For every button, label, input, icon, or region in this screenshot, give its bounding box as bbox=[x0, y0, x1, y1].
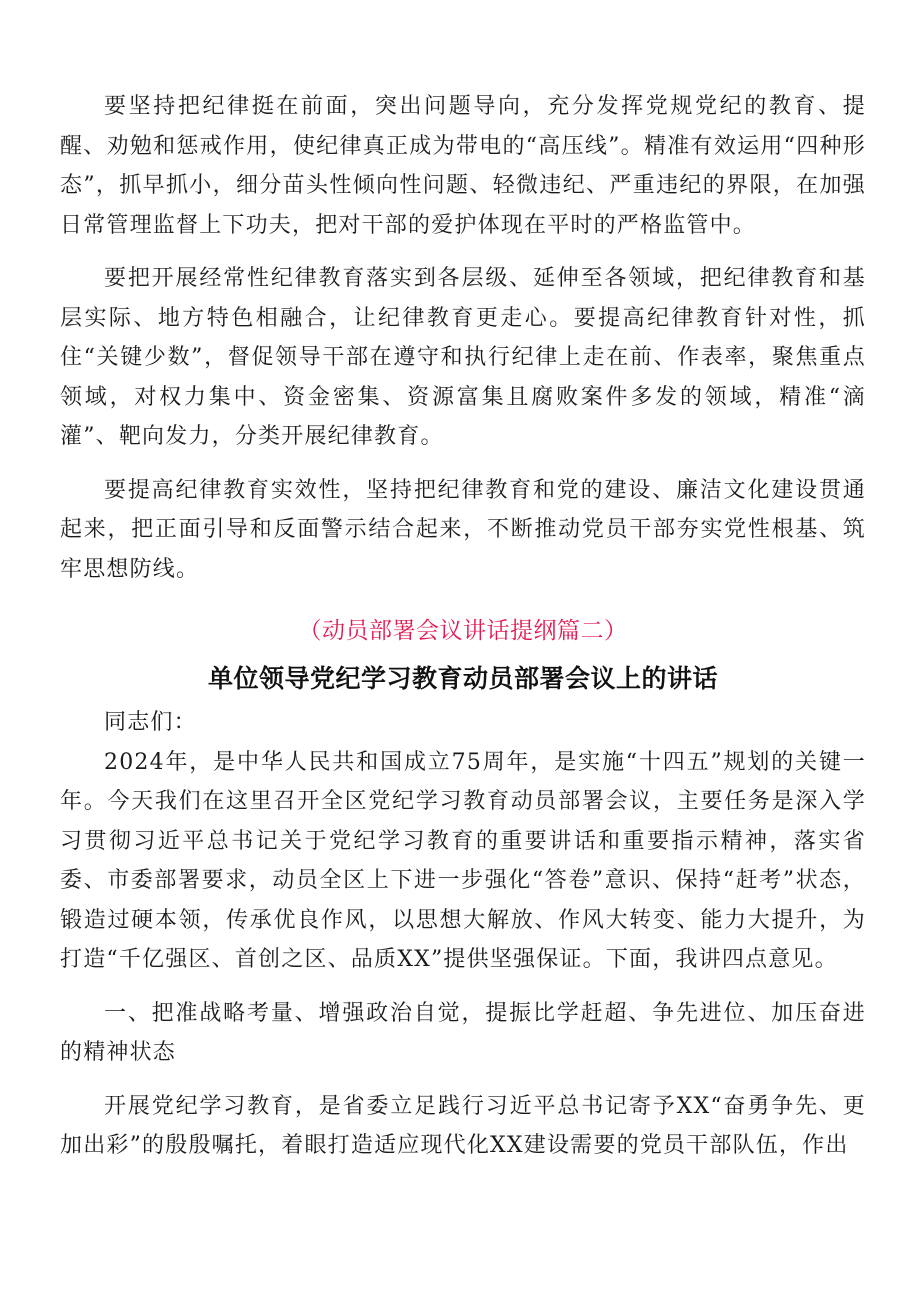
document-title: 单位领导党纪学习教育动员部署会议上的讲话 bbox=[207, 664, 718, 693]
document-body bbox=[60, 87, 866, 1166]
paragraph-opening: 2024年，是中华人民共和国成立75周年，是实施“十四五”规划的关键一年。今天我们在这里召开全区党纪学习教育动员部署会议，主要任务是深入学习贯彻习近平总书记关于党纪学习教育的重要讲话和重要指示精神，落实省委、市委部署要求，动员全区上下进一步强化“答卷”意识、保持“赶考”状态，锻造过硬本领，传承优良作风，以思想大解放、作风大转变、能力大提升，为打造“千亿强区、首创之区、品质XX”提供坚强保证。下面，我讲四点意见。 bbox=[60, 749, 866, 972]
section-label: （动员部署会议讲话提纲篇二） bbox=[298, 618, 628, 644]
paragraph-point-one-body: 开展党纪学习教育，是省委立足践行习近平总书记寄予XX“奋勇争先、更加出彩”的殷殷嘱托，着眼打造适应现代化XX建设需要的党员干部队伍，作出 bbox=[60, 1093, 866, 1158]
greeting: 同志们： bbox=[104, 710, 197, 735]
paragraph-regular-education: 要把开展经常性纪律教育落实到各层级、延伸至各领域，把纪律教育和基层实际、地方特色相融合，让纪律教育更走心。要提高纪律教育针对性，抓住“关键少数”，督促领导干部在遵守和执行纪律上走在前、作表率，聚焦重点领域，对权力集中、资金密集、资源富集且腐败案件多发的领域，精准“滴灌”、靶向发力，分类开展纪律教育。 bbox=[60, 266, 866, 449]
paragraph-discipline-front: 要坚持把纪律挺在前面，突出问题导向，充分发挥党规党纪的教育、提醒、劝勉和惩戒作用，使纪律真正成为带电的“高压线”。精准有效运用“四种形态”，抓早抓小，细分苗头性倾向性问题、轻微违纪、严重违纪的界限，在加强日常管理监督上下功夫，把对干部的爱护体现在平时的严格监管中。 bbox=[60, 94, 866, 238]
paragraph-effectiveness: 要提高纪律教育实效性，坚持把纪律教育和党的建设、廉洁文化建设贯通起来，把正面引导和反面警示结合起来，不断推动党员干部夯实党性根基、筑牢思想防线。 bbox=[60, 477, 866, 582]
heading-point-one: 一、把准战略考量、增强政治自觉，提振比学赶超、争先进位、加压奋进的精神状态 bbox=[60, 1000, 866, 1065]
